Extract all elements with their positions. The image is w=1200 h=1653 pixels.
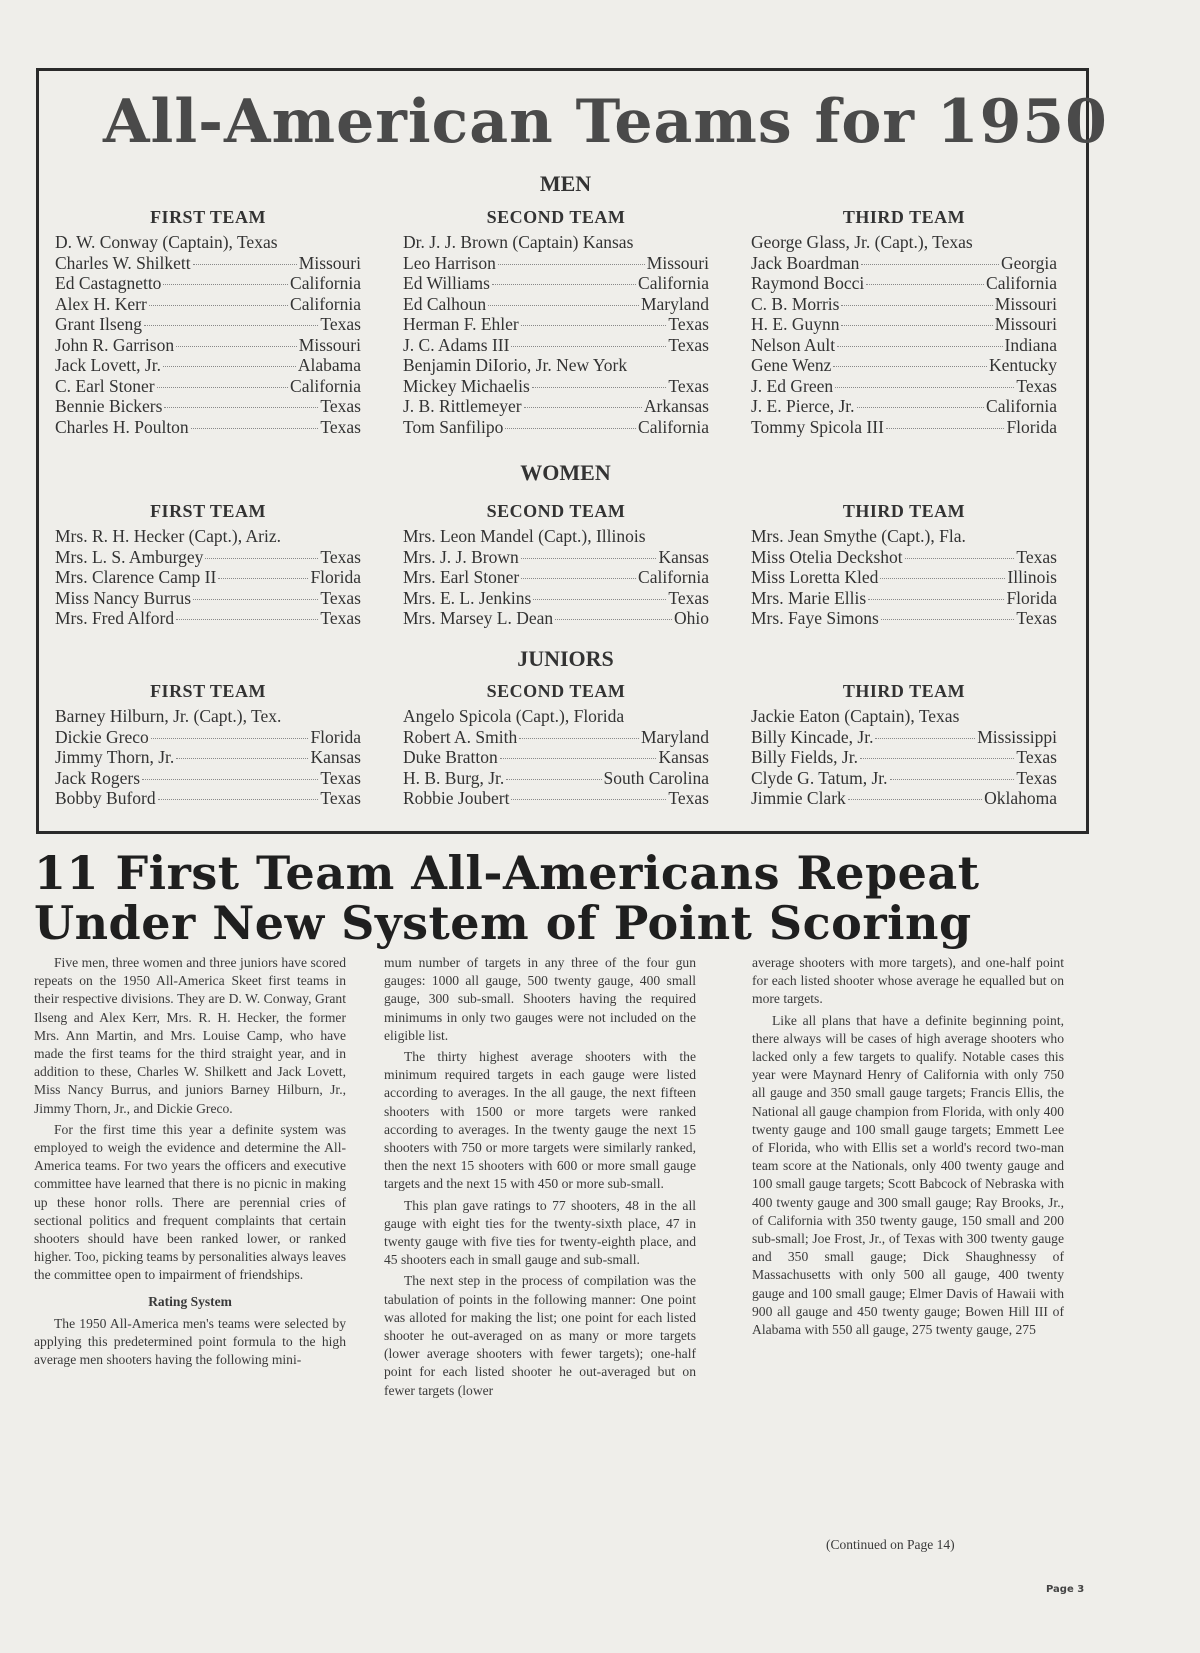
shooter-state: Alabama — [297, 355, 361, 375]
shooter-state: Kansas — [310, 747, 361, 767]
article-headline — [34, 848, 1134, 948]
shooter-name: Mrs. J. J. Brown — [403, 546, 519, 567]
continued-note: (Continued on Page 14) — [826, 1537, 955, 1552]
roster-row — [55, 294, 361, 315]
dot-leader — [881, 619, 1015, 620]
shooter-name: C. Earl Stoner — [55, 375, 155, 396]
shooter-name: Mrs. E. L. Jenkins — [403, 587, 532, 608]
shooter-state: California — [290, 293, 361, 314]
paragraph: average shooters with more targets), and one-half point for each listed shooter whose average he equalled but on more targets. — [752, 955, 1064, 1007]
roster-row — [403, 253, 709, 274]
roster-row — [55, 526, 361, 547]
shooter-state: California — [638, 416, 709, 437]
roster-row — [403, 547, 709, 568]
shooter-name: Jack Boardman — [751, 252, 860, 273]
shooter-state: Texas — [320, 587, 361, 608]
shooter-state: Kansas — [658, 546, 709, 567]
dot-leader — [866, 284, 984, 285]
shooter-name: Nelson Ault — [751, 334, 836, 355]
shooter-name: Raymond Bocci — [751, 273, 865, 293]
roster-row — [403, 294, 709, 315]
dot-leader — [142, 779, 318, 780]
team-heading: FIRST TEAM — [150, 681, 266, 701]
roster-row — [751, 588, 1057, 609]
roster-row — [403, 355, 709, 376]
roster-row — [55, 727, 361, 748]
team-heading: THIRD TEAM — [842, 207, 966, 227]
shooter-name: Ed Calhoun — [403, 293, 487, 314]
shooter-name: Tom Sanfilipo — [403, 416, 504, 437]
paragraph: For the first time this year a definite system was employed to weigh the evidence and determine the All-America teams. For two years the officers and executive committee have learned that there is no picnic in making up these honor rolls. There are perennial cries of sectional politics and frequent complaints that certain shooters should have been ranked lower, or ranked higher. Too, picking teams by personalities always leaves the committee open to impairment of friendships. — [34, 1121, 346, 1283]
shooter-name: Grant Ilseng — [55, 314, 142, 334]
roster-row — [751, 355, 1057, 376]
shooter-name: Bennie Bickers — [55, 396, 163, 416]
shooter-state: Texas — [320, 608, 361, 628]
shooter-state: California — [638, 273, 709, 293]
roster-entry: Barney Hilburn, Jr. (Capt.), Tex. — [55, 706, 282, 726]
shooter-state: Mississippi — [977, 726, 1057, 747]
dot-leader — [163, 366, 296, 367]
dot-leader — [176, 346, 297, 347]
shooter-name: Clyde G. Tatum, Jr. — [751, 767, 888, 788]
shooter-name: Billy Kincade, Jr. — [751, 726, 874, 747]
shooter-name: J. Ed Green — [751, 375, 834, 396]
shooter-state: Texas — [320, 788, 361, 808]
roster-row — [55, 588, 361, 609]
shooter-state: Maryland — [640, 293, 709, 314]
dot-leader — [158, 799, 319, 800]
shooter-name: Charles W. Shilkett — [55, 252, 191, 273]
roster-entry: Angelo Spicola (Capt.), Florida — [403, 706, 625, 726]
shooter-name: Mrs. Clarence Camp II — [55, 567, 217, 587]
dot-leader — [880, 578, 1005, 579]
dot-leader — [521, 558, 657, 559]
roster-entry: D. W. Conway (Captain), Texas — [55, 232, 278, 252]
team-heading: FIRST TEAM — [150, 501, 266, 521]
shooter-name: H. B. Burg, Jr. — [403, 767, 505, 788]
shooter-state: Missouri — [994, 314, 1057, 334]
dot-leader — [841, 325, 992, 326]
shooter-name: Gene Wenz — [751, 355, 832, 375]
article-column-2 — [384, 954, 696, 1403]
shooter-state: Florida — [1006, 587, 1057, 608]
dot-leader — [157, 387, 288, 388]
roster-row — [403, 706, 709, 727]
roster-entry: Jackie Eaton (Captain), Texas — [751, 706, 960, 726]
dot-leader — [890, 779, 1015, 780]
roster-row — [55, 396, 361, 417]
shooter-state: Ohio — [674, 608, 709, 628]
roster-row — [403, 314, 709, 335]
dot-leader — [860, 758, 1014, 759]
shooter-name: Ed Castagnetto — [55, 273, 162, 293]
roster-row — [55, 788, 361, 809]
paragraph: Like all plans that have a definite beginning point, there always will be cases of high average shooters who lacked only a few targets to qualify. Notable cases this year were Maynard Henry of California with only 750 all gauge and 350 small gauge targets; Francis Ellis, the National all gauge champion from Florida, with only 400 twenty gauge and 100 small gauge targets; Emmett Lee of Florida, who with Ellis set a world's record two-man team score at the Nationals, only 400 twenty gauge and 100 small gauge targets; Scott Babcock of Nebraska with 400 twenty gauge and 300 small gauge; Ray Brooks, Jr., of California with 350 twenty gauge, 150 small and 200 sub-small; Joe Frost, Jr., of Texas with 300 twenty gauge and 350 small gauge; Dick Shaughnessy of Massachusetts with only 500 all gauge, 400 twenty gauge and 100 small gauge; Elmer Davis of Hawaii with 900 all gauge and 450 twenty gauge; Bowen Hill III of Alabama with 550 all gauge, 275 twenty gauge, 275 — [752, 1012, 1064, 1338]
team-heading: SECOND TEAM — [486, 207, 626, 227]
juniors-second-team — [403, 681, 709, 809]
roster-row — [403, 727, 709, 748]
shooter-name: Mrs. Faye Simons — [751, 608, 879, 628]
roster-row — [55, 335, 361, 356]
shooter-name: Robert A. Smith — [403, 726, 518, 747]
roster-row — [751, 335, 1057, 356]
shooter-state: Missouri — [298, 252, 361, 273]
shooter-state: Florida — [1006, 416, 1057, 437]
roster-row — [751, 747, 1057, 768]
page-title: All-American Teams for 1950 — [103, 87, 1108, 157]
shooter-name: Miss Loretta Kled — [751, 567, 879, 587]
women-third-team — [751, 501, 1057, 629]
roster-row — [751, 417, 1057, 438]
dot-leader — [492, 284, 636, 285]
dot-leader — [191, 428, 319, 429]
dot-leader — [149, 305, 288, 306]
team-heading: THIRD TEAM — [842, 501, 966, 521]
roster-row — [403, 273, 709, 294]
shooter-state: Texas — [320, 396, 361, 416]
shooter-name: Ed Williams — [403, 273, 490, 293]
shooter-name: Mrs. Earl Stoner — [403, 567, 520, 587]
shooter-name: Herman F. Ehler — [403, 314, 519, 334]
roster-row — [403, 376, 709, 397]
roster-row — [403, 788, 709, 809]
roster-row — [751, 768, 1057, 789]
dot-leader — [848, 799, 982, 800]
dot-leader — [861, 264, 999, 265]
paragraph: The 1950 All-America men's teams were selected by applying this predetermined point formula to the high average men shooters having the following mini- — [34, 1315, 346, 1368]
dot-leader — [144, 325, 318, 326]
shooter-state: Texas — [1016, 608, 1057, 628]
roster-row — [403, 768, 709, 789]
dot-leader — [875, 738, 975, 739]
shooter-state: Kansas — [658, 747, 709, 767]
dot-leader — [837, 346, 1002, 347]
shooter-name: Mrs. L. S. Amburgey — [55, 546, 204, 567]
roster-row — [751, 376, 1057, 397]
roster-row — [751, 608, 1057, 629]
roster-entry: George Glass, Jr. (Capt.), Texas — [751, 232, 973, 252]
shooter-name: Bobby Buford — [55, 788, 156, 808]
paragraph: The next step in the process of compilation was the tabulation of points in the following manner: One point was alloted for making the list; one point for each listed shooter he out-averaged on as many or more targets (lower average shooters with fewer targets); one-half point for each listed shooter he out-averaged but on fewer targets (lower — [384, 1273, 696, 1398]
dot-leader — [498, 264, 645, 265]
article-column-1 — [34, 954, 346, 1372]
shooter-name: Robbie Joubert — [403, 788, 510, 808]
roster-row — [751, 314, 1057, 335]
page-number: Page 3 — [1046, 1584, 1085, 1595]
shooter-name: Miss Nancy Burrus — [55, 587, 192, 608]
shooter-state: Oklahoma — [984, 788, 1057, 808]
shooter-name: Billy Fields, Jr. — [751, 747, 858, 767]
shooter-name: Mrs. Marie Ellis — [751, 587, 867, 608]
shooter-state: California — [290, 273, 361, 293]
shooter-state: South Carolina — [603, 767, 709, 788]
women-section-title: WOMEN — [520, 460, 611, 485]
dot-leader — [218, 578, 308, 579]
dot-leader — [524, 407, 642, 408]
roster-row — [403, 588, 709, 609]
shooter-state: Illinois — [1007, 567, 1057, 587]
roster-row — [751, 294, 1057, 315]
shooter-state: Texas — [1016, 546, 1057, 567]
roster-row — [403, 232, 709, 253]
shooter-name: John R. Garrison — [55, 334, 175, 355]
shooter-state: Florida — [310, 567, 361, 587]
roster-row — [751, 253, 1057, 274]
dot-leader — [857, 407, 985, 408]
shooter-state: Missouri — [646, 252, 709, 273]
team-heading: THIRD TEAM — [842, 681, 966, 701]
dot-leader — [176, 619, 318, 620]
shooter-state: Texas — [668, 334, 709, 355]
dot-leader — [193, 599, 318, 600]
shooter-state: Georgia — [1000, 252, 1057, 273]
shooter-state: Texas — [320, 416, 361, 437]
shooter-state: Arkansas — [643, 396, 709, 416]
shooter-name: Mrs. Fred Alford — [55, 608, 175, 628]
shooter-name: Duke Bratton — [403, 747, 498, 767]
shooter-name: C. B. Morris — [751, 293, 840, 314]
shooter-state: Texas — [668, 375, 709, 396]
juniors-first-team — [55, 681, 361, 809]
dot-leader — [521, 578, 636, 579]
article-column-3 — [752, 954, 1064, 1342]
roster-row — [55, 608, 361, 629]
roster-row — [751, 706, 1057, 727]
dot-leader — [905, 558, 1015, 559]
shooter-state: Missouri — [994, 293, 1057, 314]
shooter-name: Jack Rogers — [55, 767, 141, 788]
roster-row — [403, 335, 709, 356]
roster-row — [751, 567, 1057, 588]
shooter-name: Jack Lovett, Jr. — [55, 355, 161, 375]
dot-leader — [205, 558, 318, 559]
shooter-state: California — [986, 396, 1057, 416]
shooter-state: Texas — [668, 587, 709, 608]
shooter-name: H. E. Guynn — [751, 314, 840, 334]
shooter-name: J. B. Rittlemeyer — [403, 396, 522, 416]
roster-row — [751, 547, 1057, 568]
men-first-team — [55, 207, 361, 437]
paragraph: This plan gave ratings to 77 shooters, 48 in the all gauge with eight ties for the twenty-sixth place, 47 in twenty gauge with five ties for twenty-eighth place, and 45 shooters each in small gauge and sub-small. — [384, 1197, 696, 1268]
roster-entry: Dr. J. J. Brown (Captain) Kansas — [403, 232, 634, 252]
dot-leader — [176, 758, 308, 759]
shooter-state: Missouri — [298, 334, 361, 355]
dot-leader — [511, 799, 666, 800]
dot-leader — [868, 599, 1004, 600]
roster-row — [751, 727, 1057, 748]
roster-row — [55, 355, 361, 376]
roster-entry: Benjamin DiIorio, Jr. New York — [403, 355, 628, 375]
dot-leader — [555, 619, 672, 620]
shooter-name: Tommy Spicola III — [751, 416, 884, 437]
roster-row — [55, 232, 361, 253]
roster-row — [751, 526, 1057, 547]
subheading: Rating System — [148, 1293, 232, 1309]
paragraph: mum number of targets in any three of the four gun gauges: 1000 all gauge, 500 twenty gauge, 400 small gauge, 300 sub-small. Shooters having the required minimums in only two gauges were not included on the eligible list. — [384, 955, 696, 1043]
shooter-name: Jimmy Thorn, Jr. — [55, 747, 175, 767]
juniors-third-team — [751, 681, 1057, 809]
roster-row — [55, 273, 361, 294]
roster-row — [55, 417, 361, 438]
roster-row — [751, 232, 1057, 253]
roster-row — [55, 547, 361, 568]
roster-row — [751, 273, 1057, 294]
dot-leader — [521, 325, 667, 326]
dot-leader — [532, 387, 667, 388]
dot-leader — [835, 387, 1014, 388]
roster-row — [55, 253, 361, 274]
shooter-name: Mickey Michaelis — [403, 375, 530, 396]
shooter-state: Texas — [320, 767, 361, 788]
roster-row — [55, 747, 361, 768]
team-heading: SECOND TEAM — [486, 681, 626, 701]
dot-leader — [500, 758, 657, 759]
dot-leader — [833, 366, 987, 367]
roster-row — [403, 396, 709, 417]
dot-leader — [163, 284, 288, 285]
shooter-state: California — [638, 567, 709, 587]
shooter-name: Miss Otelia Deckshot — [751, 546, 903, 567]
shooter-state: Texas — [668, 314, 709, 334]
dot-leader — [164, 407, 318, 408]
roster-row — [403, 526, 709, 547]
shooter-state: Florida — [310, 726, 361, 747]
roster-row — [403, 747, 709, 768]
dot-leader — [151, 738, 309, 739]
paragraph: Five men, three women and three juniors have scored repeats on the 1950 All-America Skeet first teams in their respective divisions. They are D. W. Conway, Grant Ilseng and Alex Kerr, Mrs. R. H. Hecker, the former Mrs. Ann Martin, and Mrs. Louise Camp, who have made the first teams for the third straight year, and in addition to these, Charles W. Shilkett and Jack Lovett, Miss Nancy Burrus, and juniors Barney Hilburn, Jr., Jimmy Thorn, Jr., and Dickie Greco. — [34, 955, 346, 1116]
team-heading: FIRST TEAM — [150, 207, 266, 227]
women-second-team — [403, 501, 709, 629]
roster-row — [55, 706, 361, 727]
teams-box — [36, 68, 1108, 834]
shooter-state: Texas — [320, 314, 361, 334]
shooter-name: J. C. Adams III — [403, 334, 510, 355]
roster-row — [55, 567, 361, 588]
shooter-name: Dickie Greco — [55, 726, 149, 747]
roster-row — [403, 608, 709, 629]
shooter-name: J. E. Pierce, Jr. — [751, 396, 855, 416]
shooter-name: Alex H. Kerr — [55, 293, 147, 314]
men-second-team — [403, 207, 709, 437]
roster-entry: Mrs. Leon Mandel (Capt.), Illinois — [403, 526, 646, 546]
paragraph: The thirty highest average shooters with the minimum required targets in each gauge were listed according to averages. In the all gauge, the next fifteen shooters with 1500 or more targets were ranked according to averages. In the twenty gauge the next 15 shooters with 750 or more targets were similarly ranked, then the next 15 shooters with 600 or more small gauge targets and the next 15 with 450 or more sub-small. — [384, 1049, 696, 1192]
dot-leader — [193, 264, 297, 265]
shooter-name: Leo Harrison — [403, 252, 496, 273]
shooter-state: Texas — [1016, 375, 1057, 396]
shooter-name: Jimmie Clark — [751, 788, 846, 808]
shooter-name: Charles H. Poulton — [55, 416, 189, 437]
roster-entry: Mrs. Jean Smythe (Capt.), Fla. — [751, 526, 966, 546]
dot-leader — [511, 346, 666, 347]
shooter-state: Texas — [320, 546, 361, 567]
roster-row — [751, 396, 1057, 417]
shooter-state: Texas — [668, 788, 709, 808]
dot-leader — [841, 305, 992, 306]
roster-row — [751, 788, 1057, 809]
dot-leader — [488, 305, 639, 306]
shooter-state: California — [986, 273, 1057, 293]
women-first-team — [55, 501, 361, 629]
roster-row — [403, 567, 709, 588]
roster-row — [55, 768, 361, 789]
dot-leader — [519, 738, 639, 739]
shooter-state: Kentucky — [988, 355, 1057, 375]
dot-leader — [886, 428, 1005, 429]
shooter-state: Indiana — [1004, 334, 1057, 355]
dot-leader — [505, 428, 636, 429]
juniors-section-title: JUNIORS — [517, 646, 614, 671]
roster-entry: Mrs. R. H. Hecker (Capt.), Ariz. — [55, 526, 281, 546]
headline-line-2: Under New System of Point Scoring — [34, 896, 972, 950]
shooter-name: Mrs. Marsey L. Dean — [403, 608, 554, 628]
shooter-state: Maryland — [640, 726, 709, 747]
shooter-state: Texas — [1016, 767, 1057, 788]
shooter-state: California — [290, 375, 361, 396]
roster-row — [403, 417, 709, 438]
roster-row — [55, 314, 361, 335]
dot-leader — [533, 599, 666, 600]
shooter-state: Texas — [1016, 747, 1057, 767]
men-third-team — [751, 207, 1057, 437]
roster-row — [55, 376, 361, 397]
dot-leader — [506, 779, 601, 780]
team-heading: SECOND TEAM — [486, 501, 626, 521]
men-section-title: MEN — [539, 171, 592, 196]
headline-line-1: 11 First Team All-Americans Repeat — [34, 846, 980, 900]
